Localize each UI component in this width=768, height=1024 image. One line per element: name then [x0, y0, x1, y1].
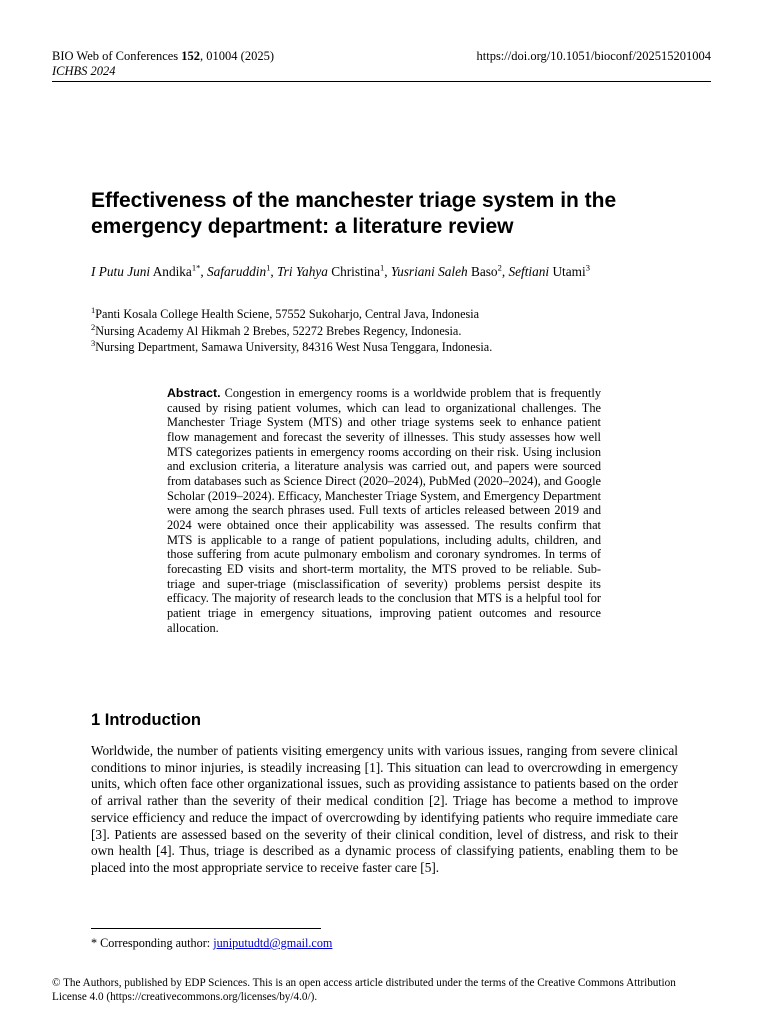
journal-volume: 152: [181, 49, 201, 63]
doi-link[interactable]: https://doi.org/10.1051/bioconf/202515201004: [476, 49, 711, 63]
abstract: [167, 386, 601, 635]
running-header-left: [52, 49, 274, 79]
footnote-divider: [91, 928, 321, 929]
author-list: [91, 263, 691, 280]
affiliation: $^1$Panti Kosala College Health Sciene, 57552 Sukoharjo, Central Java, Indonesia: [91, 304, 480, 321]
article-info: , 01004 (2025): [200, 49, 274, 63]
affiliation: $^2$Nursing Academy Al Hikmah 2 Brebes, 52272 Brebes Regency, Indonesia.: [91, 321, 462, 338]
affiliation: $^3$Nursing Department, Samawa University, 84316 West Nusa Tenggara, Indonesia.: [91, 337, 493, 354]
author: Tri Yahya Christina$^1$,: [277, 262, 391, 279]
author: Yusriani Saleh Baso$^2$,: [390, 262, 509, 279]
header-divider: [52, 81, 711, 82]
abstract-text: Congestion in emergency rooms is a worldwide problem that is frequently caused by rising patient volumes, which can lead to organizational challenges. The Manchester Triage System (MTS) and other triage systems seek to enhance patient flow management and forecast the severity of illnesses. This study assesses how well MTS categorizes patients in emergency rooms according on their risk. Using inclusion and exclusion criteria, a literature analysis was carried out, and papers were sourced from databases such as Science Direct (2020–2024), PubMed (2020–2024), and Google Scholar (2019–2024). Efficacy, Manchester Triage System, and Emergency Department were among the search phrases used. Full texts of articles released between 2019 and 2024 were obtained once their applicability was assessed. The results confirm that MTS is applicable to a range of patient populations, including adults, children, and those suffering from acute pulmonary embolism and coronary syndromes. In terms of forecasting ED visits and short-term mortality, the MTS proved to be reliable. Sub-triage and super-triage (misclassification of severity) problems persist despite its efficacy. The majority of research leads to the conclusion that MTS is a helpful tool for patient triage in emergency situations, improving patient outcomes and resource allocation.: [167, 386, 601, 635]
conference-name: ICHBS 2024: [52, 64, 116, 78]
affiliation-list: [91, 306, 691, 356]
corresponding-author-footnote: [91, 936, 332, 951]
introduction-paragraph: Worldwide, the number of patients visiting emergency units with various issues, ranging from severe clinical conditions to minor injuries, is steadily increasing [1]. This situation can lead to overcrowding in emergency units, which often face other organizational issues, such as providing assistance to patients based on the order of arrival rather than the severity of their medical condition [2]. Triage has become a method to improve service efficiency and reduce the impact of overcrowding by identifying patients who require immediate care [3]. Patients are assessed based on the severity of their clinical condition, level of distress, and risk to their own health [4]. Thus, triage is described as a dynamic process of classifying patients, enabling them to be placed into the most appropriate service to receive faster care [5].: [91, 743, 678, 875]
section-heading: 1 Introduction: [91, 711, 201, 729]
footnote-label: * Corresponding author:: [91, 936, 214, 950]
author: Safaruddin$^1$,: [207, 262, 278, 279]
journal-citation: [52, 49, 274, 64]
author: I Putu Juni Andika$^{1*}$,: [91, 262, 207, 279]
paper-title: Effectiveness of the manchester triage system in the emergency department: a literature review: [91, 189, 617, 238]
license-notice: © The Authors, published by EDP Sciences. This is an open access article distributed under the terms of the Creative Commons Attribution License 4.0 (https://creativecommons.org/licenses/by/4.0/).: [52, 977, 676, 1003]
abstract-label: Abstract.: [167, 386, 221, 400]
journal-name: BIO Web of Conferences: [52, 49, 182, 63]
author: Seftiani Utami$^3$: [508, 262, 590, 279]
author-email-link[interactable]: juniputudtd@gmail.com: [213, 936, 333, 950]
